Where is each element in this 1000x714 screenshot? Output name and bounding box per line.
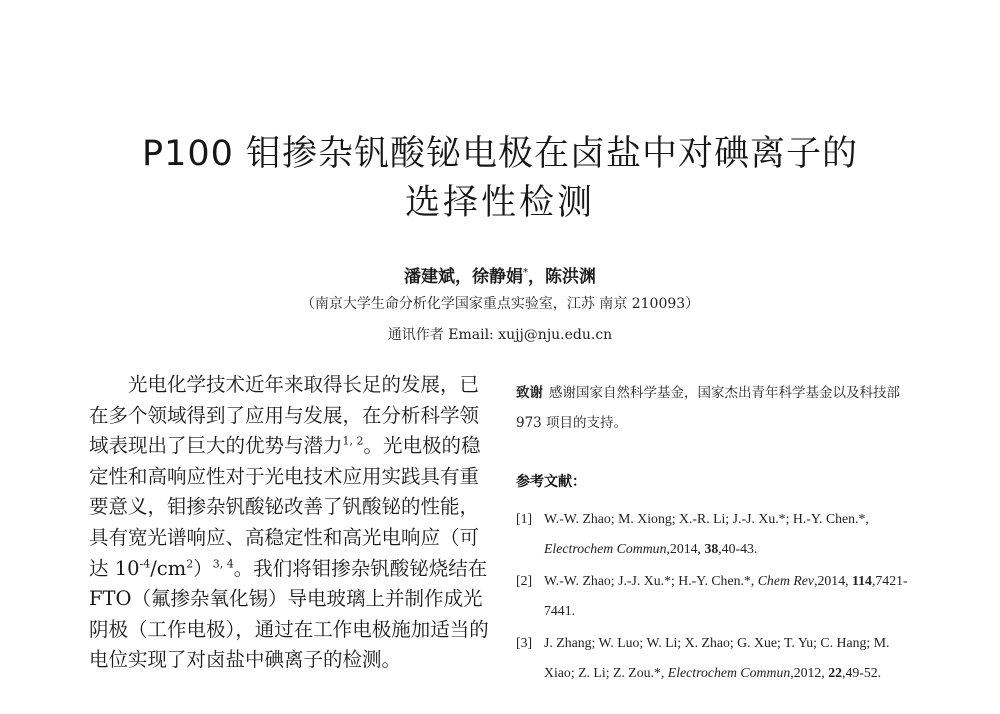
abstract-body	[89, 370, 494, 676]
body-text-part-1: 光电化学技术近年来取得长足的发展，已在多个领域得到了应用与发展，在分析科学领域表现出了巨大的优势与潜力	[89, 373, 480, 458]
reference-number: [1]	[516, 511, 533, 526]
reference-authors: W.-W. Zhao; M. Xiong; X.-R. Li; J.-J. Xu.*; H.-Y. Chen.*,	[544, 511, 869, 526]
reference-item	[516, 628, 916, 688]
reference-year: ,2014,	[666, 541, 701, 556]
body-text-part-2: 。光电极的稳定性和高响应性对于光电技术应用实践具有重要意义，钼掺杂钒酸铋改善了钒酸铋的性能，具有宽光谱响应、高稳定性和高光电响应（可达 10	[89, 434, 481, 580]
unit-exponent: 2	[186, 557, 194, 571]
reference-number: [2]	[516, 573, 533, 588]
contact-email: 通讯作者 Email: xujj@nju.edu.cn	[387, 327, 613, 343]
citation-2: 3, 4	[212, 557, 234, 571]
reference-volume: 22	[828, 665, 843, 680]
reference-year: ,2014,	[814, 573, 849, 588]
acknowledgement	[516, 378, 916, 438]
reference-list	[516, 504, 916, 690]
unit: /cm	[150, 556, 187, 580]
author-names-rest: ，陈洪渊	[528, 267, 596, 287]
reference-year: ,2012,	[790, 665, 825, 680]
close-paren: ）	[193, 556, 213, 580]
reference-pages: ,7421-7441.	[544, 573, 908, 618]
reference-journal: Electrochem Commun	[667, 665, 791, 680]
citation-1: 1, 2	[342, 434, 364, 448]
body-text-part-3: 。我们将钼掺杂钒酸铋烧结在 FTO（氟掺杂氧化锡）导电玻璃上并制作成光阴极（工作电极），通过在工作电极施加适当的电位实现了对卤盐中碘离子的检测。	[89, 556, 489, 672]
reference-pages: ,49-52.	[842, 665, 882, 680]
paper-title-line-1: P100 钼掺杂钒酸铋电极在卤盐中对碘离子的	[141, 134, 859, 174]
author-names: 潘建斌，徐静娟	[404, 267, 523, 287]
reference-number: [3]	[516, 635, 533, 650]
paper-title-line-2: 选择性检测	[404, 183, 595, 223]
affiliation: （南京大学生命分析化学国家重点实验室，江苏 南京 210093）	[300, 296, 700, 312]
references-heading: 参考文献：	[516, 474, 586, 490]
author-list	[0, 262, 1000, 287]
exponent: -4	[139, 557, 151, 571]
abstract-paragraph	[89, 370, 494, 676]
reference-item	[516, 504, 916, 564]
reference-authors: W.-W. Zhao; J.-J. Xu.*; H.-Y. Chen.*,	[544, 573, 755, 588]
reference-volume: 38	[704, 541, 719, 556]
reference-pages: ,40-43.	[718, 541, 758, 556]
reference-journal: Chem Rev	[757, 573, 815, 588]
reference-journal: Electrochem Commun	[544, 541, 667, 556]
reference-item	[516, 566, 916, 626]
reference-volume: 114	[852, 573, 872, 588]
acknowledgement-heading: 致谢	[516, 385, 543, 401]
corresponding-author-mark: *	[523, 267, 528, 279]
acknowledgement-text: 感谢国家自然科学基金，国家杰出青年科学基金以及科技部 973 项目的支持。	[516, 385, 900, 431]
reference-authors: J. Zhang; W. Luo; W. Li; X. Zhao; G. Xue; T. Yu; C. Hang; M. Xiao; Z. Li; Z. Zou.*,	[544, 635, 890, 680]
